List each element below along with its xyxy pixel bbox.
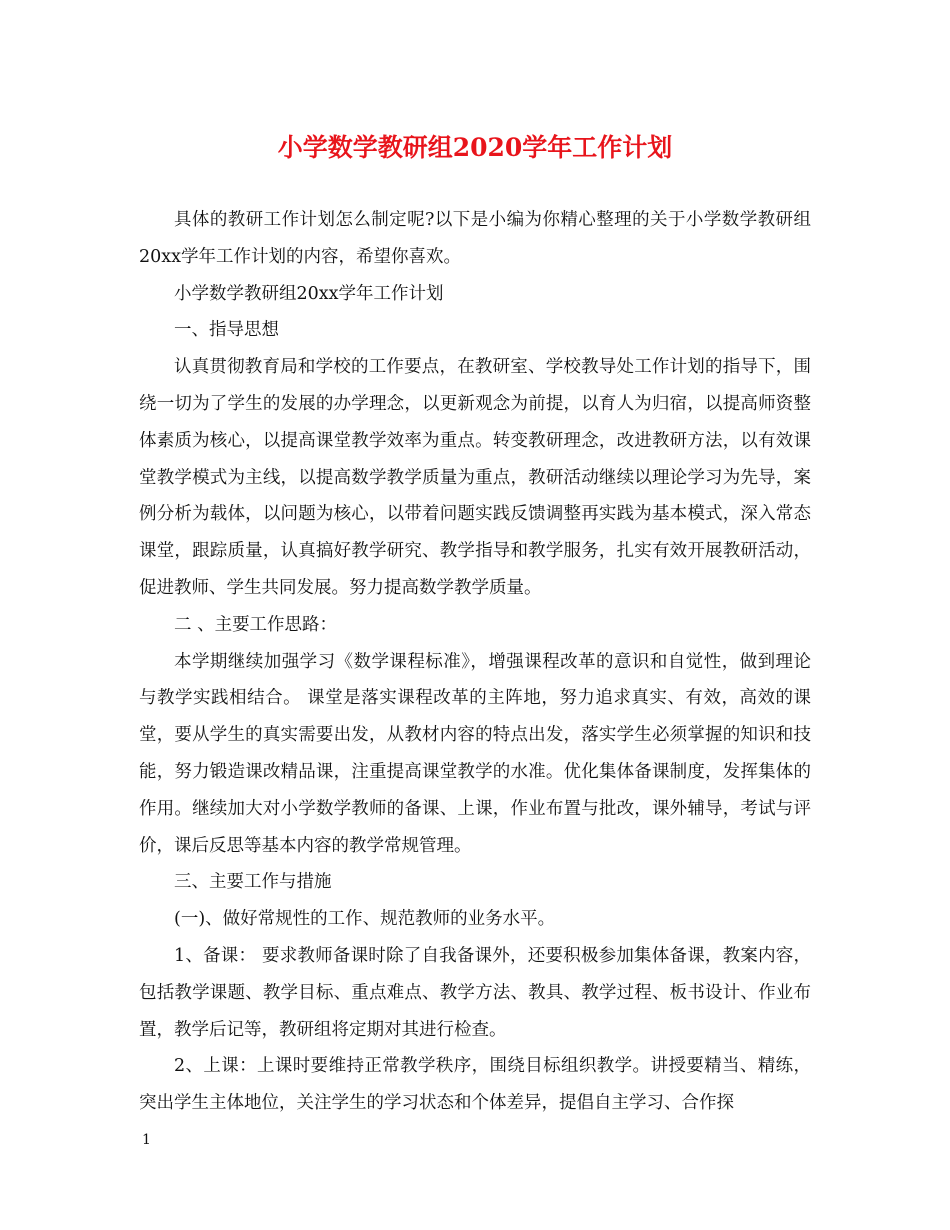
paragraph-main-ideas: 本学期继续加强学习《数学课程标准》，增强课程改革的意识和自觉性，做到理论与教学实践相结合。 课堂是落实课程改革的主阵地，努力追求真实、有效，高效的课堂，要从学生的真实需要出发，从教材内容的特点出发，落实学生必须掌握的知识和技能，努力锻造课改精品课，注重提高课堂教学的水准。优化集体备课制度，发挥集体的作用。继续加大对小学数学教师的备课、上课，作业布置与批改，课外辅导，考试与评价，课后反思等基本内容的教学常规管理。	[139, 651, 811, 856]
paragraph-intro: 具体的教研工作计划怎么制定呢?以下是小编为你精心整理的关于小学数学教研组20xx学年工作计划的内容，希望你喜欢。	[139, 210, 811, 267]
document-body	[139, 202, 811, 1122]
heading-guiding-thought: 一、指导思想	[174, 320, 279, 341]
heading-work-measures: 三、主要工作与措施	[174, 872, 332, 893]
subheading-routine-work: (一)、做好常规性的工作、规范教师的业务水平。	[174, 909, 556, 930]
document-title: 小学数学教研组2020学年工作计划	[277, 133, 673, 162]
heading-main-ideas: 二 、主要工作思路：	[174, 614, 338, 635]
paragraph-guiding-thought: 认真贯彻教育局和学校的工作要点，在教研室、学校教导处工作计划的指导下，围绕一切为了学生的发展的办学理念，以更新观念为前提，以育人为归宿，以提高师资整体素质为核心，以提高课堂教学效率为重点。转变教研理念，改进教研方法，以有效课堂教学模式为主线，以提高数学教学质量为重点，教研活动继续以理论学习为先导，案例分析为载体，以问题为核心，以带着问题实践反馈调整再实践为基本模式，深入常态课堂，跟踪质量，认真搞好教学研究、教学指导和教学服务，扎实有效开展教研活动，促进教师、学生共同发展。努力提高数学教学质量。	[139, 357, 811, 598]
paragraph-teaching: 2、上课：上课时要维持正常教学秩序，围绕目标组织教学。讲授要精当、精练，突出学生主体地位，关注学生的学习状态和个体差异，提倡自主学习、合作探	[139, 1056, 811, 1114]
page-number: 1	[142, 1132, 151, 1148]
paragraph-lesson-prep: 1、备课： 要求教师备课时除了自我备课外，还要积极参加集体备课，教案内容，包括教学课题、教学目标、重点难点、教学方法、教具、教学过程、板书设计、作业布置，教学后记等，教研组将定期对其进行检查。	[139, 945, 811, 1040]
paragraph-subtitle: 小学数学教研组20xx学年工作计划	[174, 283, 444, 304]
